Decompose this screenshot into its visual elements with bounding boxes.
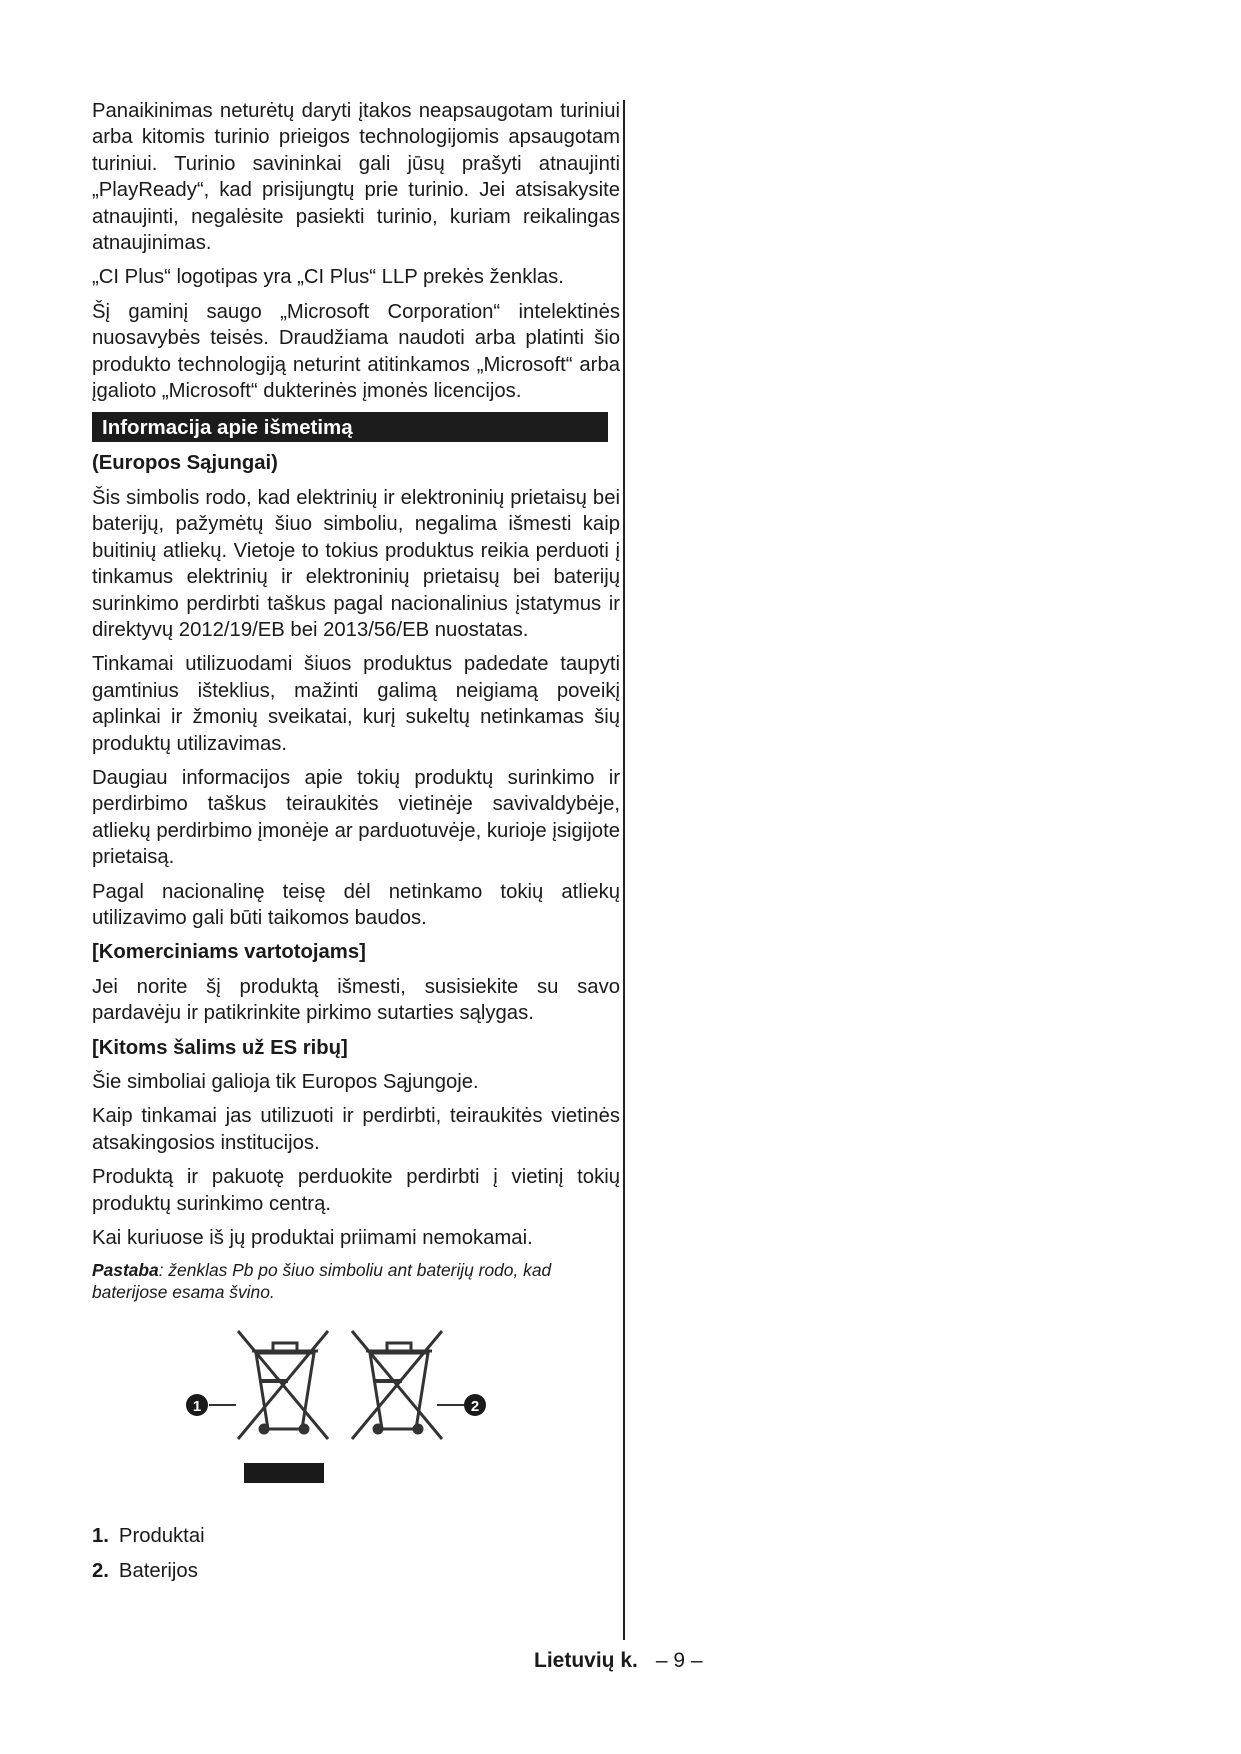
text-column bbox=[92, 98, 620, 1592]
paragraph-other-2: Kaip tinkamai jas utilizuoti ir perdirbti, teiraukitės vietinės atsakingosios institucijos. bbox=[92, 1105, 620, 1154]
legend-item: 1. Produktai bbox=[92, 1525, 205, 1548]
footer-language: Lietuvių k. bbox=[534, 1649, 638, 1672]
paragraph-eu-3: Daugiau informacijos apie tokių produktų surinkimo ir perdirbimo taškus teiraukitės vietinėje savivaldybėje, atliekų perdirbimo įmonėje ar parduotuvėje, kurioje įsigijote prietaisą. bbox=[92, 766, 620, 869]
crossed-bin-icon bbox=[352, 1331, 442, 1439]
svg-text:1: 1 bbox=[192, 1398, 202, 1416]
disposal-symbols-graphic bbox=[92, 1323, 620, 1503]
solid-bar bbox=[244, 1463, 324, 1483]
paragraph-playready: Panaikinimas neturėtų daryti įtakos neapsaugotam turiniui arba kitomis turinio prieigos technologijomis apsaugotam turiniui. Turinio savininkai gali jūsų prašyti atnaujinti „PlayReady“, kad prisijungtų prie turinio. Jei atsisakysite atnaujinti, negalėsite pasiekti turinio, kuriam reikalingas atnaujinimas. bbox=[92, 100, 620, 255]
paragraph-ci-plus: „CI Plus“ logotipas yra „CI Plus“ LLP prekės ženklas. bbox=[92, 266, 564, 289]
paragraph-eu-2: Tinkamai utilizuodami šiuos produktus padedate taupyti gamtinius išteklius, mažinti galimą neigiamą poveikį aplinkai ir žmonių sveikatai, kurį sukeltų netinkamas šių produktų utilizavimas. bbox=[92, 653, 620, 755]
symbols-legend bbox=[92, 1523, 620, 1584]
note-text: : ženklas Pb po šiuo simboliu ant baterijų rodo, kad baterijose esama švino. bbox=[92, 1260, 552, 1303]
note-label: Pastaba bbox=[92, 1260, 159, 1281]
business-heading: [Komerciniams vartotojams] bbox=[92, 941, 366, 964]
page-number: – 9 – bbox=[655, 1649, 703, 1672]
page-footer bbox=[534, 1648, 703, 1674]
column-divider bbox=[623, 100, 625, 1640]
paragraph-other-4: Kai kuriuose iš jų produktai priimami nemokamai. bbox=[92, 1227, 533, 1250]
paragraph-microsoft: Šį gaminį saugo „Microsoft Corporation“ intelektinės nuosavybės teisės. Draudžiama naudoti arba platinti šio produkto technologiją neturint atitinkamos „Microsoft“ arba įgalioto „Microsoft“ dukterinės įmonės licencijos. bbox=[92, 300, 620, 403]
section-heading-disposal: Informacija apie išmetimą bbox=[92, 412, 608, 442]
paragraph-eu-4: Pagal nacionalinę teisę dėl netinkamo tokių atliekų utilizavimo gali būti taikomos baudos. bbox=[92, 880, 620, 929]
other-countries-heading: [Kitoms šalims už ES ribų] bbox=[92, 1036, 348, 1059]
paragraph-business: Jei norite šį produktą išmesti, susisiekite su savo pardavėju ir patikrinkite pirkimo sutarties sąlygas. bbox=[92, 975, 620, 1025]
paragraph-eu-1: Šis simbolis rodo, kad elektrinių ir elektroninių prietaisų bei baterijų, pažymėtų šiuo simboliu, negalima išmesti kaip buitinių atliekų. Vietoje to tokius produktus reikia perduoti į tinkamus elektrinių ir elektroninių prietaisų bei baterijų surinkimo perdirbti taškus pagal nacionalinius įstatymus ir direktyvų 2012/19/EB bei 2013/56/EB nuostatas. bbox=[92, 486, 620, 641]
crossed-bin-with-bar-icon bbox=[238, 1331, 328, 1439]
svg-text:2: 2 bbox=[470, 1398, 480, 1416]
note bbox=[92, 1259, 620, 1303]
paragraph-other-3: Produktą ir pakuotę perduokite perdirbti į vietinį tokių produktų surinkimo centrą. bbox=[92, 1166, 620, 1215]
paragraph-other-1: Šie simboliai galioja tik Europos Sąjungoje. bbox=[92, 1071, 479, 1093]
legend-item: 2. Baterijos bbox=[92, 1559, 198, 1582]
disposal-symbols bbox=[92, 1323, 620, 1503]
eu-heading: (Europos Sąjungai) bbox=[92, 452, 278, 475]
marker-2 bbox=[437, 1394, 486, 1416]
marker-1 bbox=[186, 1394, 236, 1416]
